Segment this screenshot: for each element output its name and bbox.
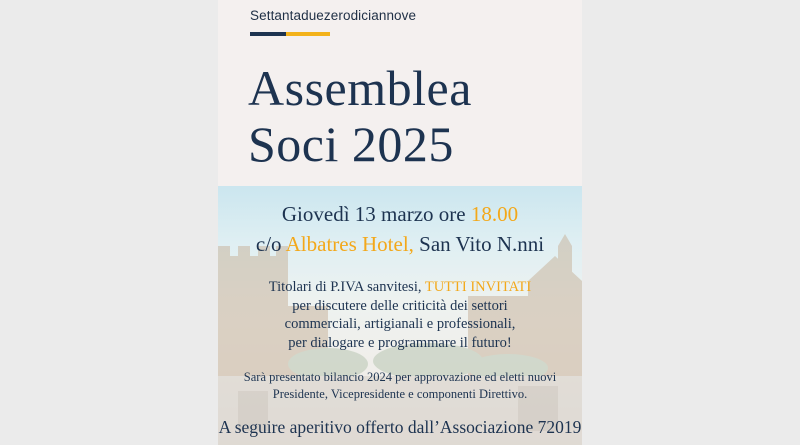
venue-prefix: c/o [255,232,286,256]
venue-place: San Vito N.nni [413,232,545,256]
poster-body [218,186,582,445]
event-venue [218,232,582,257]
invite-highlight: TUTTI INVITATI [424,279,532,295]
event-date-text: Giovedì 13 marzo ore [281,202,471,226]
title-line-1: Assemblea [248,60,472,116]
accent-rule-navy [250,32,286,36]
event-time: 18.00 [470,202,519,226]
title-line-2: Soci 2025 [248,116,454,172]
note-line-2: Presidente, Vicepresidente e componenti Direttivo. [272,387,528,401]
invitation-text [218,278,582,352]
accent-rule-gold [286,32,330,36]
invite-line-3: commerciali, artigianali e professionali, [284,316,516,332]
note-line-1: Sarà presentato bilancio 2024 per approvazione ed eletti nuovi [243,370,557,384]
agenda-note [218,369,582,403]
poster-title [248,60,472,172]
event-date [218,202,582,227]
invite-line-1 [218,278,582,297]
organization-name: Settantaduezerodiciannove [250,8,417,23]
invite-line-2: per discutere delle criticità dei settori [292,297,508,314]
invite-line-4: per dialogare e programmare il futuro! [288,334,512,351]
poster-header [218,0,582,186]
aperitivo-footer: A seguire aperitivo offerto dall’Associazione 72019 [218,417,582,437]
venue-name: Albatres Hotel, [285,232,414,256]
invite-line-1-prefix: Titolari di P.IVA sanvitesi, [268,279,425,295]
event-poster [218,0,582,445]
